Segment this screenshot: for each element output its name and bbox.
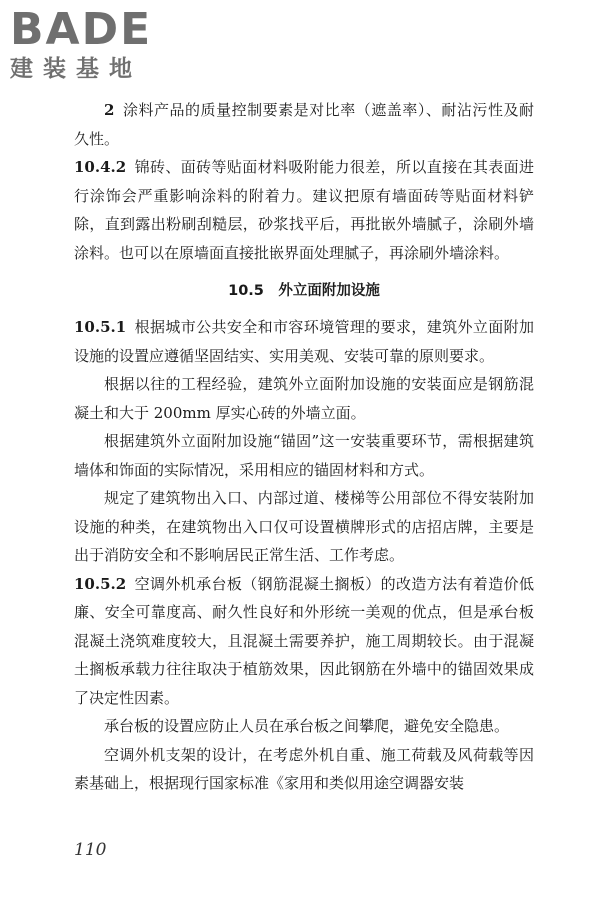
clause-number: 10.5.2 bbox=[74, 574, 127, 593]
clause-text: 锦砖、面砖等贴面材料吸附能力很差，所以直接在其表面进行涂饰会严重影响涂料的附着力。建议把原有墙面砖等贴面材料铲除，直到露出粉刷刮糙层，砂浆找平后，再批嵌外墙腻子，涂刷外墙涂料。也可以在原墙面直接批嵌界面处理腻子，再涂刷外墙涂料。 bbox=[74, 158, 534, 262]
clause-10-5-1 bbox=[74, 313, 534, 370]
clause-text: 空调外机承台板（钢筋混凝土搁板）的改造方法有着造价低廉、安全可靠度高、耐久性良好和外形统一美观的优点，但是承台板混凝土浇筑难度较大，且混凝土需要养护，施工周期较长。由于混凝土搁板承载力往往取决于植筋效果，因此钢筋在外墙中的锚固效果成了决定性因素。 bbox=[74, 574, 534, 707]
paragraph: 根据建筑外立面附加设施“锚固”这一安装重要环节，需根据建筑墙体和饰面的实际情况，采用相应的锚固材料和方式。 bbox=[74, 432, 534, 479]
clause-10-5-2 bbox=[74, 570, 534, 713]
bade-logo bbox=[10, 4, 153, 82]
item-number: 2 bbox=[104, 101, 115, 119]
paragraph-text: 涂料产品的质量控制要素是对比率（遮盖率）、耐沾污性及耐久性。 bbox=[74, 101, 534, 148]
logo-subtitle: 建装基地 bbox=[10, 56, 142, 82]
page-content bbox=[74, 96, 534, 798]
section-heading: 10.5 外立面附加设施 bbox=[228, 283, 380, 299]
paragraph: 规定了建筑物出入口、内部过道、楼梯等公用部位不得安装附加设施的种类，在建筑物出入口仅可设置横牌形式的店招店牌，主要是出于消防安全和不影响居民正常生活、工作考虑。 bbox=[74, 489, 534, 564]
clause-number: 10.4.2 bbox=[74, 158, 127, 176]
clause-text: 根据城市公共安全和市容环境管理的要求，建筑外立面附加设施的设置应遵循坚固结实、实用美观、安装可靠的原则要求。 bbox=[74, 318, 534, 365]
logo-wordmark: BADE bbox=[10, 4, 153, 55]
paragraph-coating-quality bbox=[74, 96, 534, 153]
paragraph: 承台板的设置应防止人员在承台板之间攀爬，避免安全隐患。 bbox=[104, 717, 510, 735]
page-number: 110 bbox=[74, 840, 107, 860]
paragraph: 空调外机支架的设计，在考虑外机自重、施工荷载及风荷载等因素基础上，根据现行国家标准《家用和类似用途空调器安装 bbox=[74, 745, 534, 792]
clause-10-4-2 bbox=[74, 153, 534, 267]
clause-number: 10.5.1 bbox=[74, 318, 127, 336]
paragraph: 根据以往的工程经验，建筑外立面附加设施的安装面应是钢筋混凝土和大于 200mm 厚实心砖的外墙立面。 bbox=[74, 375, 534, 422]
